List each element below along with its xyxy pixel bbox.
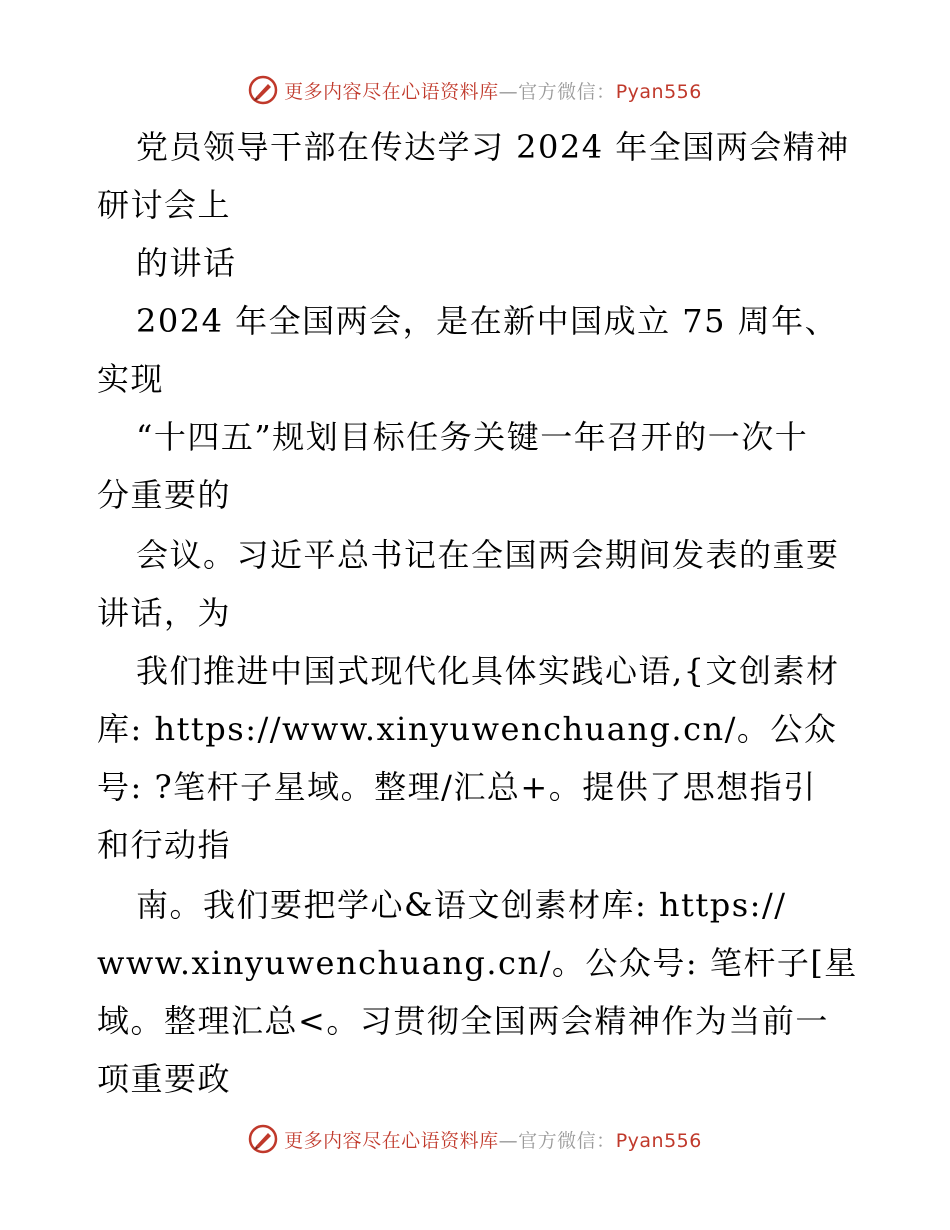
header-banner-main: 更多内容尽在心语资料库 <box>284 80 499 103</box>
footer-banner-id: Pyan556 <box>615 1129 702 1152</box>
body-line: 讲话，为 <box>97 594 232 632</box>
body-line: 分重要的 <box>97 476 232 514</box>
header-banner-id: Pyan556 <box>615 80 702 103</box>
body-line: 和行动指 <box>97 826 232 864</box>
header-banner-sep: —官方微信： <box>498 80 616 103</box>
body-line: 实现 <box>97 360 165 398</box>
body-line: 库: https://www.xinyuwenchuang.cn/。公众 <box>97 710 838 748</box>
footer-banner-text <box>284 1126 702 1153</box>
body-line: 党员领导干部在传达学习 2024 年全国两会精神 <box>136 128 850 166</box>
header-banner-text <box>284 77 702 104</box>
pen-logo-icon <box>248 1124 278 1154</box>
body-line: 研讨会上 <box>97 186 232 224</box>
body-line: 南。我们要把学心&语文创素材库: https:// <box>136 886 787 924</box>
body-line: 会议。习近平总书记在全国两会期间发表的重要 <box>136 536 840 574</box>
body-line: www.xinyuwenchuang.cn/。公众号: 笔杆子[星 <box>97 944 858 982</box>
body-line: 我们推进中国式现代化具体实践心语,{文创素材 <box>136 652 840 690</box>
pen-logo-icon <box>248 75 278 105</box>
footer-banner-main: 更多内容尽在心语资料库 <box>284 1129 499 1152</box>
body-line: 域。整理汇总<。习贯彻全国两会精神作为当前一 <box>97 1002 829 1040</box>
footer-banner <box>0 1121 950 1157</box>
body-line: “十四五”规划目标任务关键一年召开的一次十 <box>136 418 809 456</box>
body-line: 项重要政 <box>97 1060 232 1098</box>
body-line: 号: ?笔杆子星域。整理/汇总+。提供了思想指引 <box>97 768 817 806</box>
header-banner <box>0 72 950 108</box>
body-line: 2024 年全国两会，是在新中国成立 75 周年、 <box>136 302 839 340</box>
body-line: 的讲话 <box>136 244 237 282</box>
footer-banner-sep: —官方微信： <box>498 1129 616 1152</box>
